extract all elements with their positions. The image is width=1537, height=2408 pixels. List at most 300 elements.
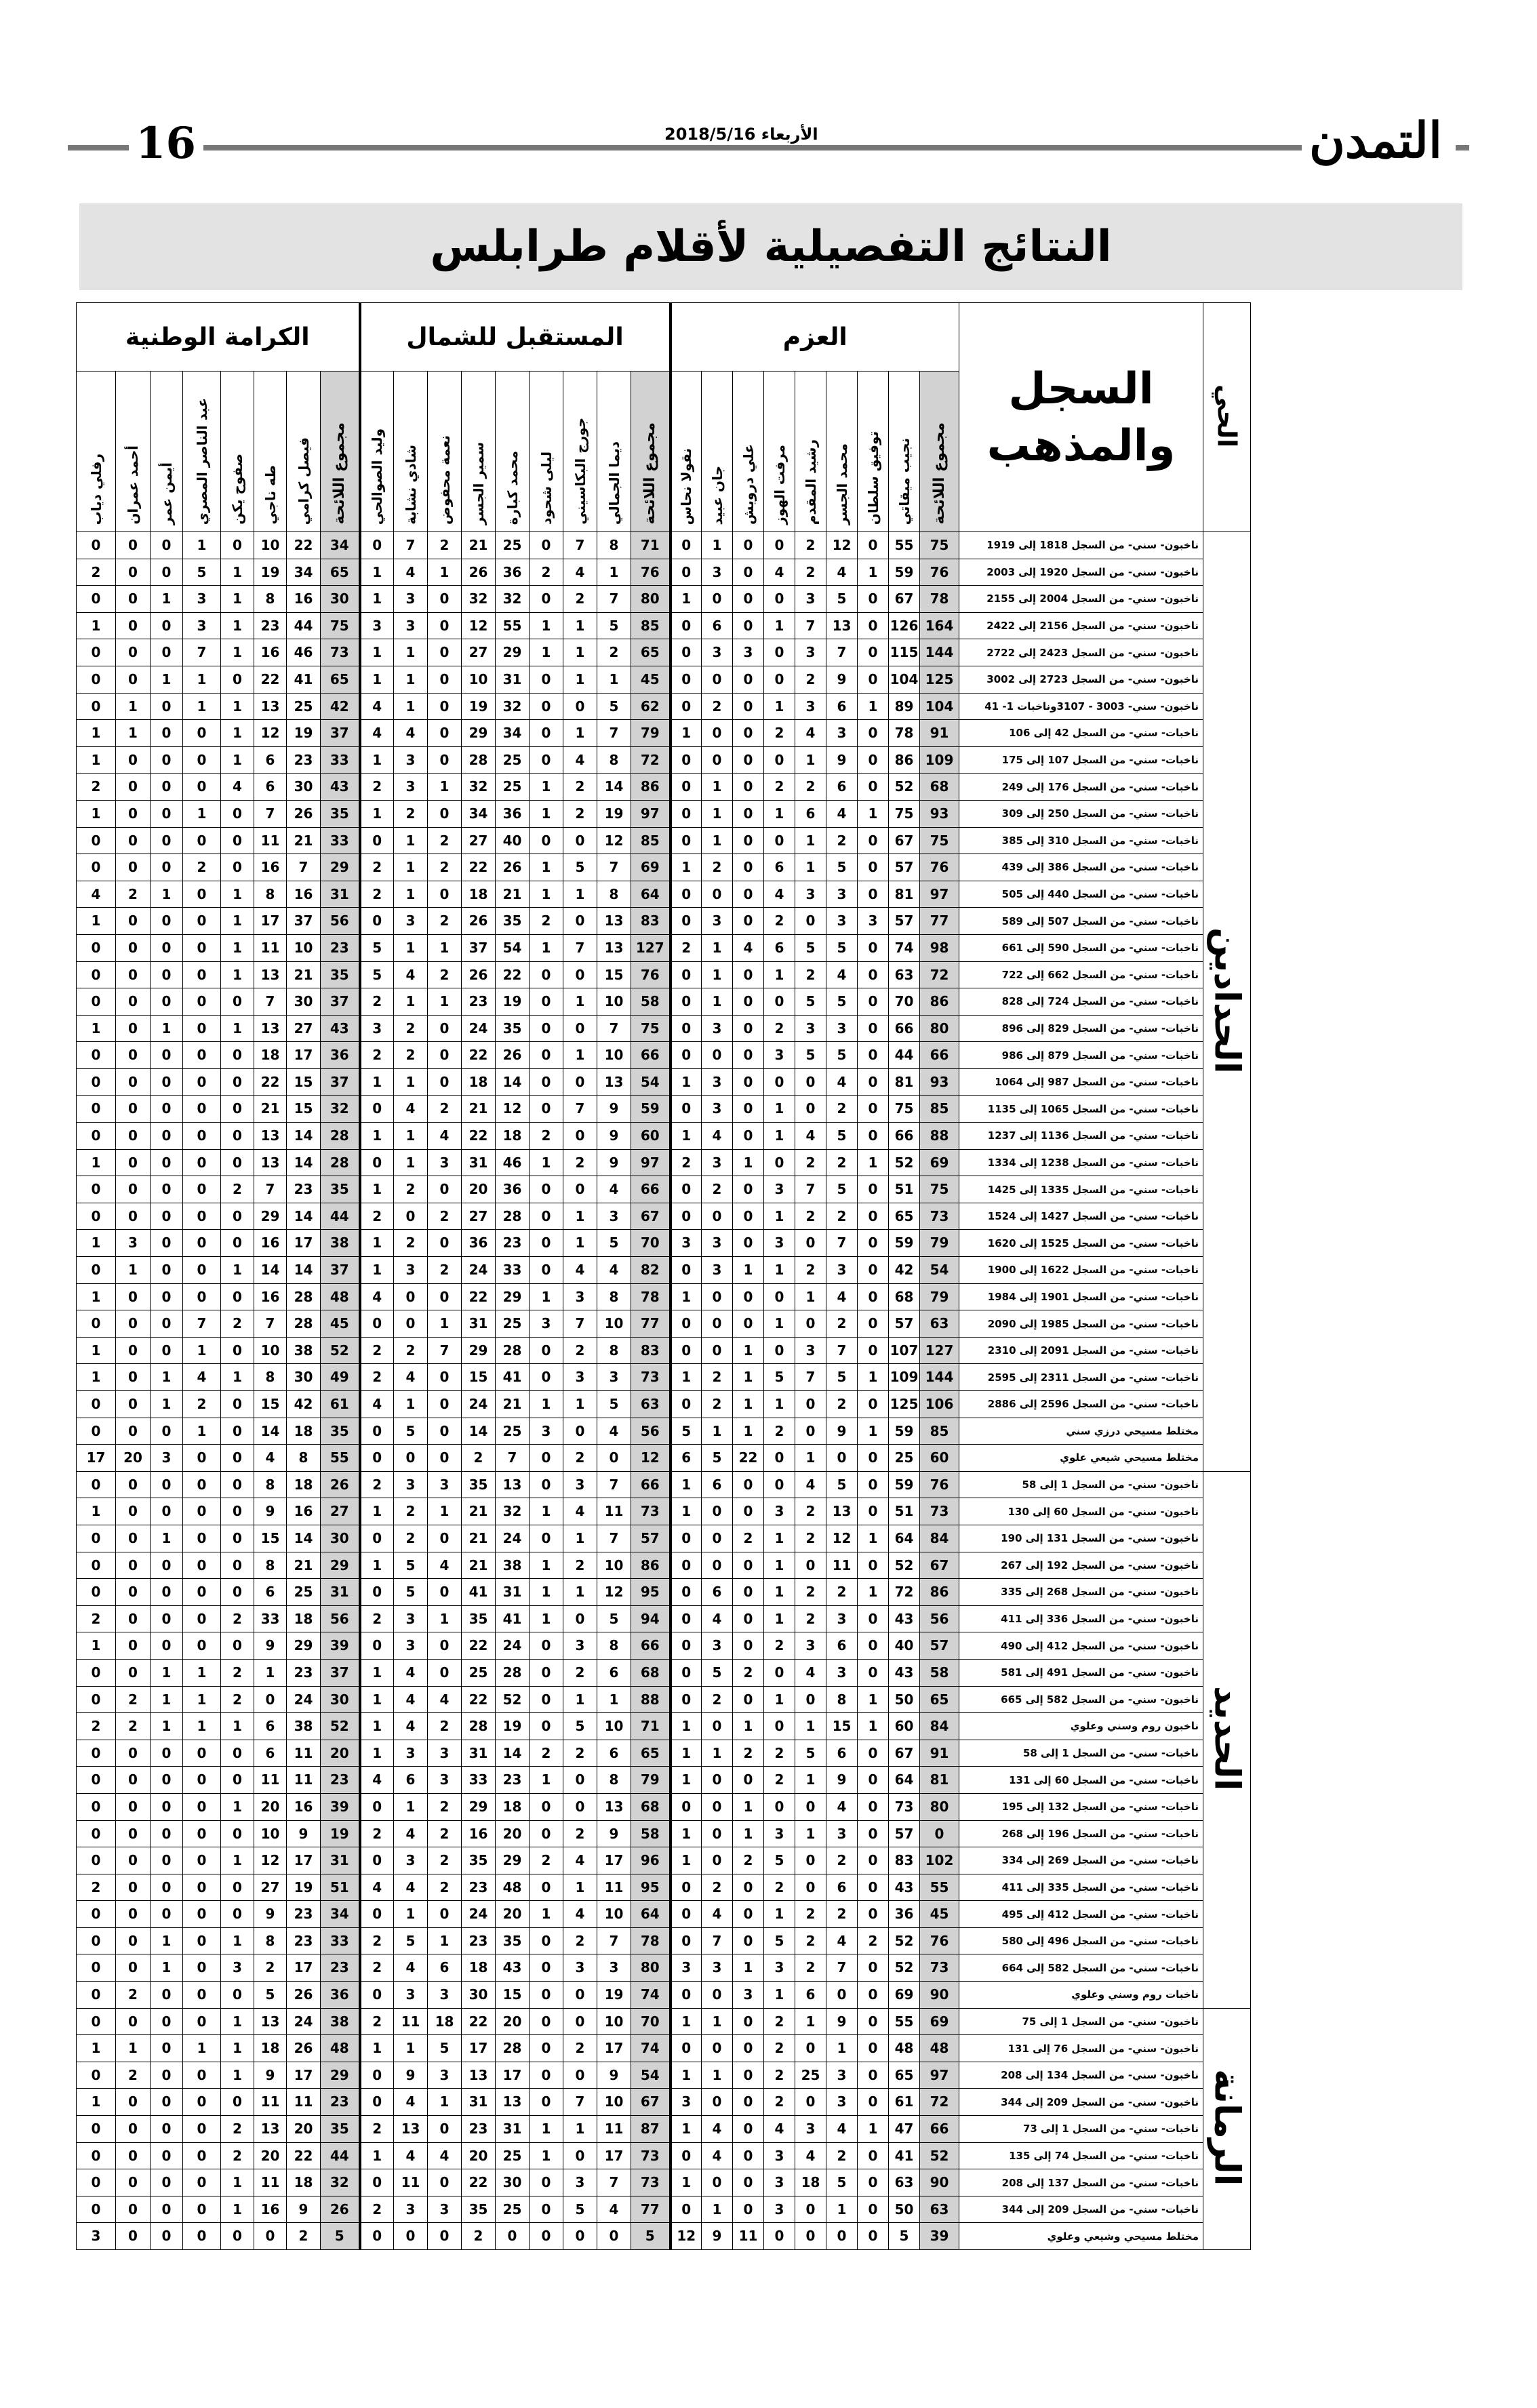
vote-count-cell: 6 <box>254 746 287 774</box>
register-label: ناخبات- سني- من السجل 107 إلى 175 <box>959 746 1203 774</box>
vote-count-cell: 2 <box>563 1820 597 1847</box>
vote-count-cell: 21 <box>496 881 530 908</box>
vote-count-cell: 2 <box>764 2035 795 2062</box>
list-total-cell: 74 <box>631 1982 671 2009</box>
vote-count-cell: 0 <box>151 532 183 559</box>
vote-count-cell: 0 <box>183 934 221 961</box>
vote-count-cell: 1 <box>702 800 733 827</box>
vote-count-cell: 19 <box>287 1874 321 1901</box>
vote-count-cell: 2 <box>826 2142 858 2169</box>
vote-count-cell: 9 <box>826 1767 858 1794</box>
vote-count-cell: 12 <box>597 827 631 854</box>
vote-count-cell: 1 <box>764 1203 795 1230</box>
vote-count-cell: 3 <box>795 1632 826 1660</box>
vote-count-cell: 0 <box>116 532 151 559</box>
vote-count-cell: 3 <box>428 1740 462 1767</box>
vote-count-cell: 8 <box>826 1686 858 1713</box>
vote-count-cell: 33 <box>462 1767 496 1794</box>
list-total-cell: 66 <box>920 1042 959 1069</box>
list-total-cell: 66 <box>631 1471 671 1498</box>
vote-count-cell: 0 <box>116 1632 151 1660</box>
list-total-cell: 73 <box>631 2142 671 2169</box>
vote-count-cell: 2 <box>530 1740 563 1767</box>
masthead <box>68 111 1469 169</box>
vote-count-cell: 0 <box>671 2142 702 2169</box>
vote-count-cell: 1 <box>563 1230 597 1257</box>
vote-count-cell: 30 <box>287 774 321 801</box>
vote-count-cell: 1 <box>360 1552 394 1579</box>
vote-count-cell: 0 <box>151 2142 183 2169</box>
vote-count-cell: 3 <box>702 1149 733 1176</box>
vote-count-cell: 31 <box>496 2116 530 2143</box>
vote-count-cell: 3 <box>826 1015 858 1042</box>
vote-count-cell: 12 <box>826 532 858 559</box>
candidate-name-header <box>826 372 858 532</box>
vote-count-cell: 2 <box>221 1686 254 1713</box>
vote-count-cell: 0 <box>733 2008 764 2035</box>
vote-count-cell: 3 <box>428 1471 462 1498</box>
list-total-cell: 67 <box>631 1203 671 1230</box>
vote-count-cell: 0 <box>116 1605 151 1632</box>
vote-count-cell: 10 <box>254 532 287 559</box>
vote-count-cell: 4 <box>764 881 795 908</box>
vote-count-cell: 3 <box>597 1364 631 1391</box>
vote-count-cell: 0 <box>733 2169 764 2196</box>
vote-count-cell: 2 <box>221 1176 254 1203</box>
vote-count-cell: 0 <box>858 774 889 801</box>
vote-count-cell: 1 <box>702 827 733 854</box>
vote-count-cell: 4 <box>254 1445 287 1472</box>
vote-count-cell: 7 <box>428 1337 462 1364</box>
vote-count-cell: 0 <box>795 2089 826 2116</box>
vote-count-cell: 1 <box>428 934 462 961</box>
vote-count-cell: 0 <box>733 1498 764 1525</box>
candidate-name-header <box>360 372 394 532</box>
vote-count-cell: 3 <box>702 1230 733 1257</box>
vote-count-cell: 13 <box>254 2008 287 2035</box>
register-label: ناخبات- سني- من السجل 2596 إلى 2886 <box>959 1391 1203 1418</box>
vote-count-cell: 1 <box>428 1605 462 1632</box>
vote-count-cell: 32 <box>496 693 530 720</box>
vote-count-cell: 1 <box>858 693 889 720</box>
vote-count-cell: 29 <box>462 720 496 747</box>
vote-count-cell: 0 <box>795 1793 826 1820</box>
vote-count-cell: 0 <box>77 1096 116 1123</box>
vote-count-cell: 43 <box>496 1954 530 1982</box>
vote-count-cell: 6 <box>764 934 795 961</box>
vote-count-cell: 0 <box>858 1445 889 1472</box>
vote-count-cell: 3 <box>394 1471 428 1498</box>
vote-count-cell: 0 <box>183 1632 221 1660</box>
vote-count-cell: 25 <box>889 1445 920 1472</box>
vote-count-cell: 0 <box>733 988 764 1016</box>
vote-count-cell: 5 <box>826 2169 858 2196</box>
vote-count-cell: 0 <box>858 2062 889 2089</box>
vote-count-cell: 0 <box>151 1579 183 1606</box>
vote-count-cell: 0 <box>733 2089 764 2116</box>
vote-count-cell: 0 <box>116 2008 151 2035</box>
register-label: ناخبون- سني- من السجل 131 إلى 190 <box>959 1525 1203 1552</box>
vote-count-cell: 23 <box>254 612 287 639</box>
vote-count-cell: 0 <box>563 1015 597 1042</box>
vote-count-cell: 12 <box>597 1579 631 1606</box>
vote-count-cell: 28 <box>462 1713 496 1740</box>
vote-count-cell: 17 <box>287 1847 321 1874</box>
list-total-cell: 32 <box>321 2169 360 2196</box>
vote-count-cell: 29 <box>254 1203 287 1230</box>
vote-count-cell: 21 <box>254 1096 287 1123</box>
table-row <box>77 1471 1251 1498</box>
vote-count-cell: 26 <box>287 1982 321 2009</box>
vote-count-cell: 38 <box>287 1713 321 1740</box>
vote-count-cell: 0 <box>221 854 254 881</box>
vote-count-cell: 1 <box>764 1096 795 1123</box>
vote-count-cell: 1 <box>764 961 795 988</box>
list-total-cell: 79 <box>920 1230 959 1257</box>
vote-count-cell: 31 <box>496 666 530 693</box>
vote-count-cell: 14 <box>254 1257 287 1284</box>
vote-count-cell: 0 <box>858 1498 889 1525</box>
vote-count-cell: 0 <box>702 720 733 747</box>
vote-count-cell: 2 <box>530 1123 563 1150</box>
vote-count-cell: 3 <box>764 2142 795 2169</box>
list-total-cell: 76 <box>631 961 671 988</box>
vote-count-cell: 7 <box>826 1230 858 1257</box>
vote-count-cell: 13 <box>496 1471 530 1498</box>
vote-count-cell: 0 <box>702 746 733 774</box>
vote-count-cell: 0 <box>858 1874 889 1901</box>
vote-count-cell: 0 <box>702 1525 733 1552</box>
vote-count-cell: 4 <box>360 1874 394 1901</box>
vote-count-cell: 3 <box>795 881 826 908</box>
table-row <box>77 1927 1251 1954</box>
vote-count-cell: 1 <box>183 1418 221 1445</box>
vote-count-cell: 2 <box>795 1498 826 1525</box>
vote-count-cell: 0 <box>702 1713 733 1740</box>
vote-count-cell: 0 <box>733 800 764 827</box>
vote-count-cell: 8 <box>287 1445 321 1472</box>
vote-count-cell: 1 <box>858 559 889 586</box>
list-total-cell: 20 <box>321 1740 360 1767</box>
vote-count-cell: 0 <box>183 827 221 854</box>
vote-count-cell: 0 <box>151 1901 183 1928</box>
vote-count-cell: 2 <box>764 2089 795 2116</box>
vote-count-cell: 0 <box>764 666 795 693</box>
vote-count-cell: 36 <box>462 1230 496 1257</box>
vote-count-cell: 2 <box>221 1310 254 1338</box>
vote-count-cell: 25 <box>462 1659 496 1686</box>
vote-count-cell: 0 <box>151 1740 183 1767</box>
vote-count-cell: 0 <box>858 1123 889 1150</box>
vote-count-cell: 0 <box>671 908 702 935</box>
vote-count-cell: 0 <box>77 1767 116 1794</box>
vote-count-cell: 10 <box>254 1820 287 1847</box>
vote-count-cell: 3 <box>394 612 428 639</box>
vote-count-cell: 2 <box>795 1901 826 1928</box>
vote-count-cell: 0 <box>77 1310 116 1338</box>
vote-count-cell: 0 <box>858 961 889 988</box>
vote-count-cell: 5 <box>795 934 826 961</box>
vote-count-cell: 52 <box>496 1686 530 1713</box>
list-total-header <box>631 372 671 532</box>
vote-count-cell: 0 <box>858 1203 889 1230</box>
district-column-label: الحي <box>1212 384 1242 448</box>
vote-count-cell: 1 <box>221 1713 254 1740</box>
table-row <box>77 666 1251 693</box>
vote-count-cell: 4 <box>826 1068 858 1096</box>
vote-count-cell: 0 <box>77 1391 116 1418</box>
candidate-name-header <box>702 372 733 532</box>
vote-count-cell: 0 <box>530 2008 563 2035</box>
vote-count-cell: 1 <box>764 1579 795 1606</box>
register-label: مختلط مسيحي وشيعي وعلوي <box>959 2223 1203 2250</box>
vote-count-cell: 2 <box>360 2116 394 2143</box>
list-total-cell: 44 <box>321 2142 360 2169</box>
vote-count-cell: 3 <box>733 1982 764 2009</box>
vote-count-cell: 8 <box>254 881 287 908</box>
candidate-name-header <box>428 372 462 532</box>
vote-count-cell: 2 <box>702 1364 733 1391</box>
vote-count-cell: 0 <box>151 693 183 720</box>
vote-count-cell: 0 <box>183 1874 221 1901</box>
vote-count-cell: 1 <box>360 1659 394 1686</box>
vote-count-cell: 2 <box>563 1445 597 1472</box>
vote-count-cell: 0 <box>221 1632 254 1660</box>
vote-count-cell: 0 <box>151 1847 183 1874</box>
vote-count-cell: 8 <box>597 1632 631 1660</box>
vote-count-cell: 0 <box>858 1096 889 1123</box>
list-total-cell: 75 <box>631 1015 671 1042</box>
vote-count-cell: 3 <box>394 1740 428 1767</box>
vote-count-cell: 25 <box>287 1579 321 1606</box>
vote-count-cell: 2 <box>77 1874 116 1901</box>
vote-count-cell: 1 <box>183 1686 221 1713</box>
vote-count-cell: 0 <box>733 881 764 908</box>
vote-count-cell: 9 <box>254 1901 287 1928</box>
vote-count-cell: 1 <box>183 800 221 827</box>
vote-count-cell: 29 <box>462 1793 496 1820</box>
vote-count-cell: 0 <box>764 586 795 613</box>
list-total-cell: 78 <box>920 586 959 613</box>
vote-count-cell: 1 <box>597 666 631 693</box>
list-total-cell: 30 <box>321 1525 360 1552</box>
vote-count-cell: 3 <box>702 1096 733 1123</box>
list-total-cell: 37 <box>321 1659 360 1686</box>
vote-count-cell: 4 <box>394 1874 428 1901</box>
list-total-cell: 61 <box>321 1391 360 1418</box>
vote-count-cell: 0 <box>530 1203 563 1230</box>
vote-count-cell: 4 <box>826 1283 858 1310</box>
vote-count-cell: 1 <box>858 1525 889 1552</box>
vote-count-cell: 0 <box>116 559 151 586</box>
vote-count-cell: 0 <box>764 2223 795 2250</box>
vote-count-cell: 0 <box>116 1820 151 1847</box>
register-label: ناخبون- سني- من السجل 1 إلى 75 <box>959 2008 1203 2035</box>
vote-count-cell: 3 <box>530 1310 563 1338</box>
vote-count-cell: 11 <box>254 1767 287 1794</box>
vote-count-cell: 0 <box>116 586 151 613</box>
vote-count-cell: 1 <box>563 881 597 908</box>
vote-count-cell: 0 <box>221 1767 254 1794</box>
vote-count-cell: 4 <box>826 559 858 586</box>
vote-count-cell: 1 <box>530 881 563 908</box>
register-label: ناخبات- سني- من السجل 209 إلى 344 <box>959 2196 1203 2223</box>
register-label: ناخبون- سني- من السجل 2156 إلى 2422 <box>959 612 1203 639</box>
vote-count-cell: 0 <box>428 586 462 613</box>
vote-count-cell: 0 <box>221 1820 254 1847</box>
vote-count-cell: 0 <box>77 1954 116 1982</box>
vote-count-cell: 0 <box>183 1283 221 1310</box>
vote-count-cell: 0 <box>360 1579 394 1606</box>
vote-count-cell: 1 <box>530 1552 563 1579</box>
vote-count-cell: 0 <box>77 2062 116 2089</box>
register-label: ناخبات- سني- من السجل 176 إلى 249 <box>959 774 1203 801</box>
vote-count-cell: 0 <box>733 1686 764 1713</box>
vote-count-cell: 0 <box>151 1471 183 1498</box>
vote-count-cell: 1 <box>360 666 394 693</box>
vote-count-cell: 0 <box>858 988 889 1016</box>
vote-count-cell: 0 <box>858 1767 889 1794</box>
vote-count-cell: 12 <box>826 1525 858 1552</box>
vote-count-cell: 4 <box>563 1257 597 1284</box>
vote-count-cell: 1 <box>563 1874 597 1901</box>
vote-count-cell: 1 <box>221 2196 254 2223</box>
vote-count-cell: 67 <box>889 586 920 613</box>
vote-count-cell: 2 <box>764 908 795 935</box>
vote-count-cell: 3 <box>394 746 428 774</box>
list-total-cell: 102 <box>920 1847 959 1874</box>
vote-count-cell: 0 <box>702 2035 733 2062</box>
vote-count-cell: 1 <box>702 2196 733 2223</box>
vote-count-cell: 3 <box>764 2169 795 2196</box>
vote-count-cell: 0 <box>671 532 702 559</box>
list-total-cell: 127 <box>631 934 671 961</box>
list-header-row <box>77 303 1251 372</box>
vote-count-cell: 4 <box>394 1364 428 1391</box>
vote-count-cell: 4 <box>764 2116 795 2143</box>
vote-count-cell: 0 <box>221 1230 254 1257</box>
list-total-cell: 55 <box>321 1445 360 1472</box>
vote-count-cell: 0 <box>151 2008 183 2035</box>
list-total-cell: 62 <box>631 693 671 720</box>
vote-count-cell: 0 <box>428 612 462 639</box>
vote-count-cell: 74 <box>889 934 920 961</box>
vote-count-cell: 3 <box>826 2062 858 2089</box>
list-total-cell: 39 <box>920 2223 959 2250</box>
vote-count-cell: 0 <box>221 1391 254 1418</box>
vote-count-cell: 51 <box>889 1498 920 1525</box>
vote-count-cell: 22 <box>733 1445 764 1472</box>
vote-count-cell: 0 <box>858 1015 889 1042</box>
vote-count-cell: 0 <box>702 666 733 693</box>
vote-count-cell: 0 <box>858 1230 889 1257</box>
candidate-name: صفوح يكن <box>229 454 245 525</box>
vote-count-cell: 3 <box>826 720 858 747</box>
vote-count-cell: 5 <box>254 1982 287 2009</box>
vote-count-cell: 0 <box>221 532 254 559</box>
vote-count-cell: 0 <box>563 1123 597 1150</box>
vote-count-cell: 5 <box>394 1552 428 1579</box>
vote-count-cell: 3 <box>733 639 764 666</box>
vote-count-cell: 5 <box>360 961 394 988</box>
list-total-cell: 86 <box>631 774 671 801</box>
vote-count-cell: 4 <box>563 1901 597 1928</box>
vote-count-cell: 17 <box>287 1230 321 1257</box>
vote-count-cell: 1 <box>221 1257 254 1284</box>
vote-count-cell: 0 <box>77 1579 116 1606</box>
vote-count-cell: 0 <box>183 1820 221 1847</box>
list-total-header <box>321 372 360 532</box>
vote-count-cell: 0 <box>116 1042 151 1069</box>
vote-count-cell: 0 <box>563 908 597 935</box>
vote-count-cell: 36 <box>496 559 530 586</box>
vote-count-cell: 0 <box>733 1471 764 1498</box>
vote-count-cell: 0 <box>221 827 254 854</box>
vote-count-cell: 1 <box>671 586 702 613</box>
vote-count-cell: 2 <box>764 1632 795 1660</box>
vote-count-cell: 8 <box>254 1471 287 1498</box>
vote-count-cell: 0 <box>77 1686 116 1713</box>
list-total-cell: 73 <box>631 1364 671 1391</box>
vote-count-cell: 0 <box>116 1471 151 1498</box>
vote-count-cell: 19 <box>496 988 530 1016</box>
vote-count-cell: 4 <box>597 2196 631 2223</box>
vote-count-cell: 0 <box>496 2223 530 2250</box>
vote-count-cell: 0 <box>77 1525 116 1552</box>
register-label: ناخبات- سني- من السجل 1622 إلى 1900 <box>959 1257 1203 1284</box>
vote-count-cell: 0 <box>151 988 183 1016</box>
vote-count-cell: 4 <box>795 1659 826 1686</box>
vote-count-cell: 0 <box>764 988 795 1016</box>
vote-count-cell: 0 <box>530 1713 563 1740</box>
list-total-cell: 98 <box>920 934 959 961</box>
vote-count-cell: 2 <box>733 1659 764 1686</box>
table-row <box>77 1793 1251 1820</box>
vote-count-cell: 4 <box>360 1391 394 1418</box>
vote-count-cell: 0 <box>254 2223 287 2250</box>
vote-count-cell: 3 <box>183 586 221 613</box>
vote-count-cell: 46 <box>496 1149 530 1176</box>
vote-count-cell: 11 <box>394 2008 428 2035</box>
vote-count-cell: 0 <box>428 1632 462 1660</box>
vote-count-cell: 1 <box>151 1525 183 1552</box>
vote-count-cell: 1 <box>151 1659 183 1686</box>
vote-count-cell: 1 <box>77 2035 116 2062</box>
vote-count-cell: 0 <box>702 2169 733 2196</box>
vote-count-cell: 13 <box>597 1793 631 1820</box>
vote-count-cell: 7 <box>597 1525 631 1552</box>
vote-count-cell: 1 <box>394 693 428 720</box>
register-label: ناخبات- سني- من السجل 1 إلى 58 <box>959 1740 1203 1767</box>
vote-count-cell: 18 <box>496 1793 530 1820</box>
register-label: ناخبون- سني- من السجل 209 إلى 344 <box>959 2089 1203 2116</box>
vote-count-cell: 0 <box>77 666 116 693</box>
vote-count-cell: 9 <box>287 1820 321 1847</box>
table-row <box>77 612 1251 639</box>
vote-count-cell: 57 <box>889 854 920 881</box>
list-total-cell: 35 <box>321 800 360 827</box>
vote-count-cell: 14 <box>287 1525 321 1552</box>
vote-count-cell: 0 <box>671 1874 702 1901</box>
vote-count-cell: 3 <box>530 1418 563 1445</box>
vote-count-cell: 3 <box>597 1954 631 1982</box>
vote-count-cell: 0 <box>671 1337 702 1364</box>
vote-count-cell: 29 <box>496 1847 530 1874</box>
vote-count-cell: 22 <box>462 1042 496 1069</box>
list-total-cell: 5 <box>321 2223 360 2250</box>
vote-count-cell: 3 <box>428 2196 462 2223</box>
vote-count-cell: 7 <box>563 532 597 559</box>
